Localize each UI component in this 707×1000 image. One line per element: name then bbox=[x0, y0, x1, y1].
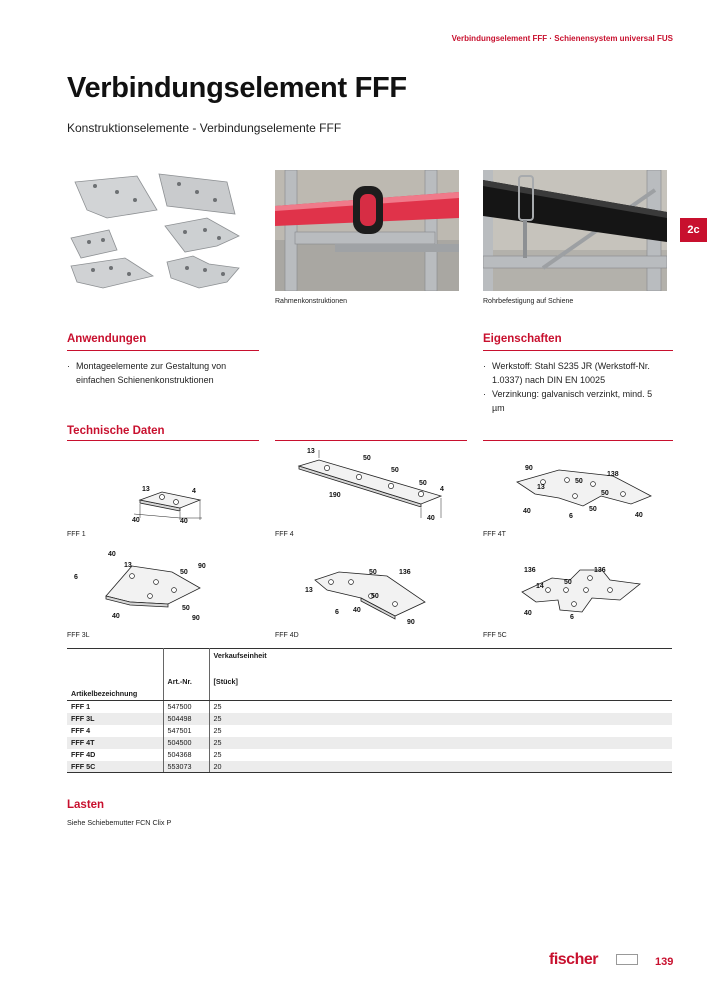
table-row bbox=[67, 737, 672, 749]
table-row bbox=[67, 701, 672, 713]
cell-unit: 25 bbox=[209, 737, 672, 749]
dim-label: 40 bbox=[523, 508, 531, 515]
drawing-label-fff3l: FFF 3L bbox=[67, 632, 90, 639]
table-row bbox=[67, 725, 672, 737]
dim-label: 40 bbox=[524, 610, 532, 617]
dim-label: 50 bbox=[369, 569, 377, 576]
dim-label: 13 bbox=[537, 484, 545, 491]
table-row bbox=[67, 761, 672, 773]
page-subtitle: Konstruktionselemente - Verbindungselemente FFF bbox=[67, 121, 342, 135]
dim-label: 6 bbox=[74, 574, 78, 581]
logo-emblem-icon bbox=[616, 954, 638, 965]
cell-designation: FFF 4D bbox=[67, 749, 163, 761]
table-header-unit-sub: [Stück] bbox=[209, 675, 672, 701]
table-header-designation: Artikelbezeichnung bbox=[67, 675, 163, 701]
table-row bbox=[67, 749, 672, 761]
page-title: Verbindungselement FFF bbox=[67, 72, 407, 104]
fischer-logo: fischer bbox=[549, 951, 598, 968]
dim-label: 90 bbox=[525, 465, 533, 472]
chapter-tab[interactable]: 2c bbox=[680, 218, 707, 242]
plate-fff4d-image bbox=[71, 258, 153, 288]
dim-label: 40 bbox=[353, 607, 361, 614]
loads-heading: Lasten bbox=[67, 799, 105, 811]
drawing-label-fff5c: FFF 5C bbox=[483, 632, 507, 639]
cell-art-no: 547501 bbox=[163, 725, 209, 737]
cell-art-no: 504368 bbox=[163, 749, 209, 761]
drawing-label-fff1: FFF 1 bbox=[67, 531, 86, 538]
applications-item: · Montageelemente zur Gestaltung von einfachen Schienenkonstruktionen bbox=[67, 359, 257, 387]
plate-fff5c-image bbox=[167, 256, 239, 288]
product-photo bbox=[67, 170, 251, 291]
dim-label: 90 bbox=[198, 563, 206, 570]
dim-label: 90 bbox=[192, 615, 200, 622]
drawing-label-fff4t: FFF 4T bbox=[483, 531, 506, 538]
drawing-fff4 bbox=[285, 444, 469, 524]
dim-label: 13 bbox=[124, 562, 132, 569]
table-header-empty bbox=[67, 649, 163, 675]
technical-rule-1 bbox=[67, 440, 259, 441]
technical-rule-3 bbox=[483, 440, 673, 441]
running-head: Verbindungselement FFF · Schienensystem universal FUS bbox=[451, 34, 673, 43]
dim-label: 40 bbox=[635, 512, 643, 519]
plate-fff4-image bbox=[159, 174, 235, 214]
cell-art-no: 553073 bbox=[163, 761, 209, 773]
drawing-fff4d bbox=[295, 560, 479, 630]
dim-label: 4 bbox=[440, 486, 444, 493]
dim-label: 40 bbox=[132, 517, 140, 524]
cell-unit: 25 bbox=[209, 713, 672, 725]
properties-item: · Verzinkung: galvanisch verzinkt, mind. 5 µm bbox=[483, 387, 663, 415]
dim-label: 138 bbox=[607, 471, 619, 478]
cell-art-no: 547500 bbox=[163, 701, 209, 713]
drawing-fff1 bbox=[110, 470, 294, 525]
dim-label: 13 bbox=[305, 587, 313, 594]
dim-label: 6 bbox=[570, 614, 574, 621]
cell-designation: FFF 4 bbox=[67, 725, 163, 737]
applications-list bbox=[67, 359, 257, 387]
technical-data-heading: Technische Daten bbox=[67, 425, 165, 437]
cell-art-no: 504498 bbox=[163, 713, 209, 725]
drawing-label-fff4d: FFF 4D bbox=[275, 632, 299, 639]
dim-label: 13 bbox=[142, 486, 150, 493]
dim-label: 40 bbox=[112, 613, 120, 620]
dim-label: 50 bbox=[391, 467, 399, 474]
applications-heading: Anwendungen bbox=[67, 333, 147, 345]
dim-label: 50 bbox=[589, 506, 597, 513]
cell-designation: FFF 3L bbox=[67, 713, 163, 725]
dim-label: 136 bbox=[399, 569, 411, 576]
dim-label: 6 bbox=[569, 513, 573, 520]
dim-label: 14 bbox=[536, 583, 544, 590]
dim-label: 50 bbox=[182, 605, 190, 612]
properties-list bbox=[483, 359, 663, 415]
pipe-fixing-photo bbox=[483, 170, 667, 291]
table-header-art-no: Art.-Nr. bbox=[163, 675, 209, 701]
dim-label: 50 bbox=[419, 480, 427, 487]
dim-label: 90 bbox=[407, 619, 415, 626]
cell-unit: 25 bbox=[213, 726, 222, 735]
plate-fff1-image bbox=[71, 230, 117, 258]
properties-heading: Eigenschaften bbox=[483, 333, 562, 345]
drawing-fff5c bbox=[500, 558, 684, 628]
properties-item: · Werkstoff: Stahl S235 JR (Werkstoff-Nr. 1.0337) nach DIN EN 10025 bbox=[483, 359, 663, 387]
cell-designation: FFF 4T bbox=[67, 737, 163, 749]
drawing-fff3l bbox=[70, 546, 254, 626]
cell-designation: FFF 5C bbox=[67, 761, 163, 773]
article-table bbox=[67, 648, 672, 773]
drawing-fff4t bbox=[505, 458, 689, 524]
dim-label: 136 bbox=[594, 567, 606, 574]
dim-label: 136 bbox=[524, 567, 536, 574]
dim-label: 50 bbox=[180, 569, 188, 576]
plate-fff4t-image bbox=[165, 218, 239, 252]
frame-construction-photo bbox=[275, 170, 459, 291]
applications-rule bbox=[67, 350, 259, 351]
loads-text: Siehe Schiebemutter FCN Clix P bbox=[67, 818, 172, 827]
cell-art-no: 504500 bbox=[163, 737, 209, 749]
photo-caption-pipe: Rohrbefestigung auf Schiene bbox=[483, 298, 574, 305]
drawing-label-fff4: FFF 4 bbox=[275, 531, 294, 538]
dim-label: 4 bbox=[192, 488, 196, 495]
technical-rule-2 bbox=[275, 440, 467, 441]
cell-unit: 25 bbox=[213, 702, 222, 712]
dim-label: 190 bbox=[329, 492, 341, 499]
dim-label: 50 bbox=[363, 455, 371, 462]
table-row bbox=[67, 713, 672, 725]
table-header-empty bbox=[163, 649, 209, 675]
dim-label: 13 bbox=[307, 448, 315, 455]
table-header-sales-unit: Verkaufseinheit bbox=[209, 649, 672, 675]
dim-label: 50 bbox=[564, 579, 572, 586]
cell-designation: FFF 1 bbox=[67, 701, 163, 713]
dim-label: 40 bbox=[108, 551, 116, 558]
dim-label: 40 bbox=[427, 515, 435, 522]
dim-label: 40 bbox=[180, 518, 188, 525]
dim-label: 50 bbox=[601, 490, 609, 497]
cell-unit: 20 bbox=[209, 761, 672, 773]
cell-unit: 25 bbox=[213, 750, 222, 759]
dim-label: 6 bbox=[335, 609, 339, 616]
page-number: 139 bbox=[655, 956, 674, 968]
dim-label: 50 bbox=[575, 478, 583, 485]
dim-label: 50 bbox=[371, 593, 379, 600]
plate-fff3l-image bbox=[75, 176, 157, 218]
photo-caption-frame: Rahmenkonstruktionen bbox=[275, 298, 347, 305]
properties-rule bbox=[483, 350, 673, 351]
